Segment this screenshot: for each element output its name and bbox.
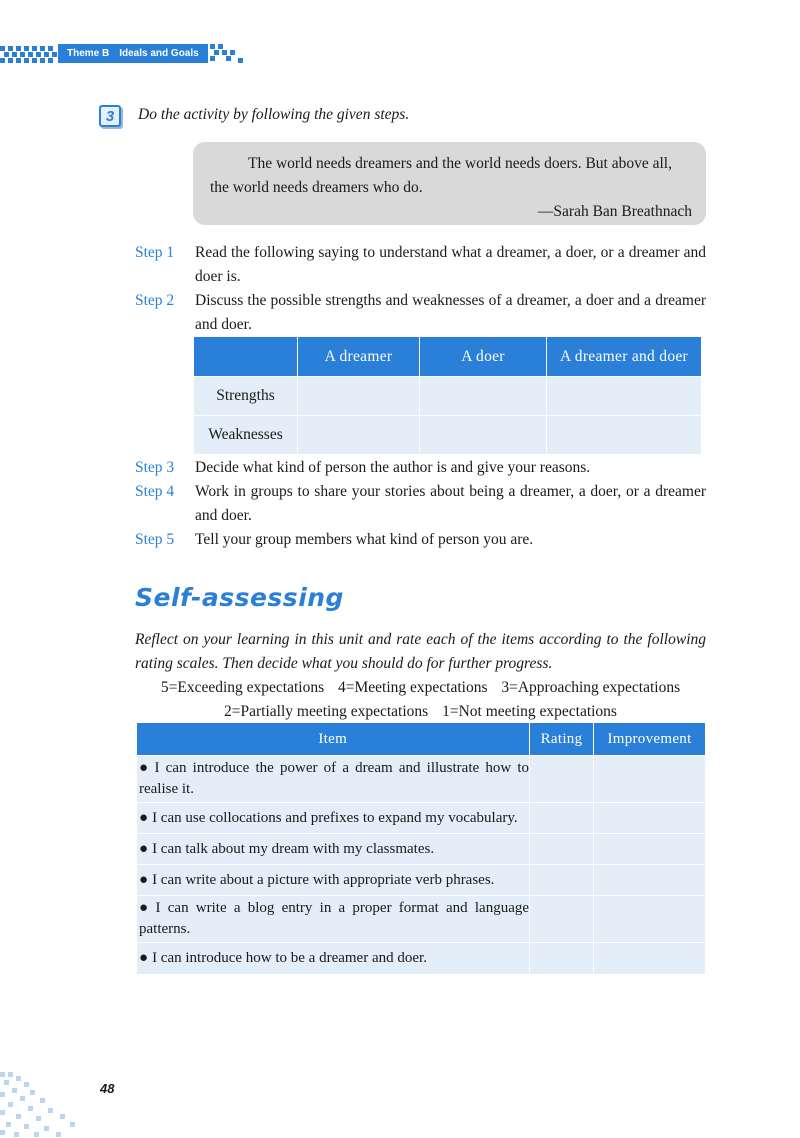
item-cell — [137, 756, 530, 803]
rating-cell[interactable] — [530, 803, 594, 834]
item-cell — [137, 834, 530, 865]
bullet-icon: ● — [139, 871, 149, 888]
quote-line-2: the world needs dreamers who do. — [210, 179, 423, 196]
step-number: Step 3 — [135, 459, 175, 476]
item-cell — [137, 943, 530, 975]
table-header-cell: Item — [137, 723, 530, 756]
theme-header-tab — [58, 44, 208, 63]
item-cell — [137, 896, 530, 943]
bullet-icon: ● — [139, 950, 149, 966]
table-row — [137, 896, 706, 943]
table-header-cell: Improvement — [594, 723, 706, 756]
table-row — [137, 943, 706, 975]
self-assessing-title: Self-assessing — [135, 583, 344, 612]
improvement-cell[interactable] — [594, 896, 706, 943]
bullet-icon: ● — [139, 809, 149, 826]
rating-cell[interactable] — [530, 756, 594, 803]
quote-author: —Sarah Ban Breathnach — [537, 203, 692, 220]
table-header-cell: A dreamer and doer — [547, 337, 702, 377]
self-assessing-instruction: Reflect on your learning in this unit and rate each of the items according to the following rating scales. Then decide what you should do for further progress. — [135, 631, 706, 672]
item-text: I can introduce how to be a dreamer and doer. — [152, 950, 427, 966]
improvement-cell[interactable] — [594, 834, 706, 865]
empty-cell[interactable] — [298, 377, 420, 416]
step-number: Step 5 — [135, 531, 175, 548]
improvement-cell[interactable] — [594, 756, 706, 803]
theme-label: Theme B — [67, 48, 110, 59]
table-header-row — [194, 337, 702, 377]
rating-cell[interactable] — [530, 865, 594, 896]
table-row — [137, 756, 706, 803]
item-text: I can talk about my dream with my classmates. — [152, 840, 435, 857]
item-cell — [137, 865, 530, 896]
empty-cell[interactable] — [547, 416, 702, 455]
step-text: Read the following saying to understand what a dreamer, a doer, or a dreamer and doer is. — [195, 244, 706, 285]
row-label: Weaknesses — [194, 416, 298, 455]
scale-2: 2=Partially meeting expectations — [224, 703, 429, 720]
table-header-row — [137, 723, 706, 756]
item-cell — [137, 803, 530, 834]
step-4 — [135, 480, 706, 528]
step-number: Step 1 — [135, 244, 175, 261]
self-assessment-table — [136, 723, 706, 975]
rating-scales — [135, 676, 706, 724]
table-header-cell: A dreamer — [298, 337, 420, 377]
item-text: I can use collocations and prefixes to expand my vocabulary. — [152, 809, 518, 826]
table-row — [137, 803, 706, 834]
bullet-icon: ● — [139, 900, 152, 916]
empty-cell[interactable] — [420, 416, 547, 455]
table-row — [194, 416, 702, 455]
activity-number-badge: 3 — [99, 105, 121, 127]
scale-4: 4=Meeting expectations — [337, 679, 488, 696]
page-number: 48 — [100, 1081, 115, 1096]
improvement-cell[interactable] — [594, 943, 706, 975]
step-text: Discuss the possible strengths and weaknesses of a dreamer, a doer and a dreamer and doer. — [195, 292, 706, 333]
table-row — [137, 834, 706, 865]
item-text: I can introduce the power of a dream and illustrate how to realise it. — [139, 760, 530, 797]
table-header-cell: A doer — [420, 337, 547, 377]
step-1 — [135, 241, 706, 289]
step-5 — [135, 528, 706, 552]
improvement-cell[interactable] — [594, 865, 706, 896]
item-text: I can write about a picture with appropriate verb phrases. — [152, 871, 495, 888]
bullet-icon: ● — [139, 760, 151, 776]
table-header-cell: Rating — [530, 723, 594, 756]
table-row — [137, 865, 706, 896]
quote-line-1: The world needs dreamers and the world needs doers. But above all, — [248, 155, 672, 172]
item-text: I can write a blog entry in a proper format and language patterns. — [139, 900, 530, 937]
step-2 — [135, 289, 706, 337]
step-number: Step 2 — [135, 292, 175, 309]
step-number: Step 4 — [135, 483, 175, 500]
step-text: Decide what kind of person the author is and give your reasons. — [195, 459, 591, 476]
row-label: Strengths — [194, 377, 298, 416]
bullet-icon: ● — [139, 840, 149, 857]
theme-topic: Ideals and Goals — [119, 48, 199, 59]
rating-cell[interactable] — [530, 943, 594, 975]
empty-cell[interactable] — [298, 416, 420, 455]
empty-cell[interactable] — [420, 377, 547, 416]
empty-cell[interactable] — [547, 377, 702, 416]
scale-5: 5=Exceeding expectations — [160, 679, 325, 696]
improvement-cell[interactable] — [594, 803, 706, 834]
quote-box — [193, 142, 706, 225]
table-row — [194, 377, 702, 416]
pixel-pattern-decoration — [0, 1068, 100, 1138]
step-3 — [135, 456, 706, 480]
scale-1: 1=Not meeting expectations — [442, 703, 617, 720]
rating-cell[interactable] — [530, 896, 594, 943]
table-header-cell — [194, 337, 298, 377]
step-text: Work in groups to share your stories about being a dreamer, a doer, or a dreamer and doer. — [195, 483, 706, 524]
rating-cell[interactable] — [530, 834, 594, 865]
activity-instruction: Do the activity by following the given steps. — [138, 106, 410, 123]
traits-table — [193, 337, 702, 455]
step-text: Tell your group members what kind of person you are. — [195, 531, 534, 548]
scale-3: 3=Approaching expectations — [501, 679, 681, 696]
